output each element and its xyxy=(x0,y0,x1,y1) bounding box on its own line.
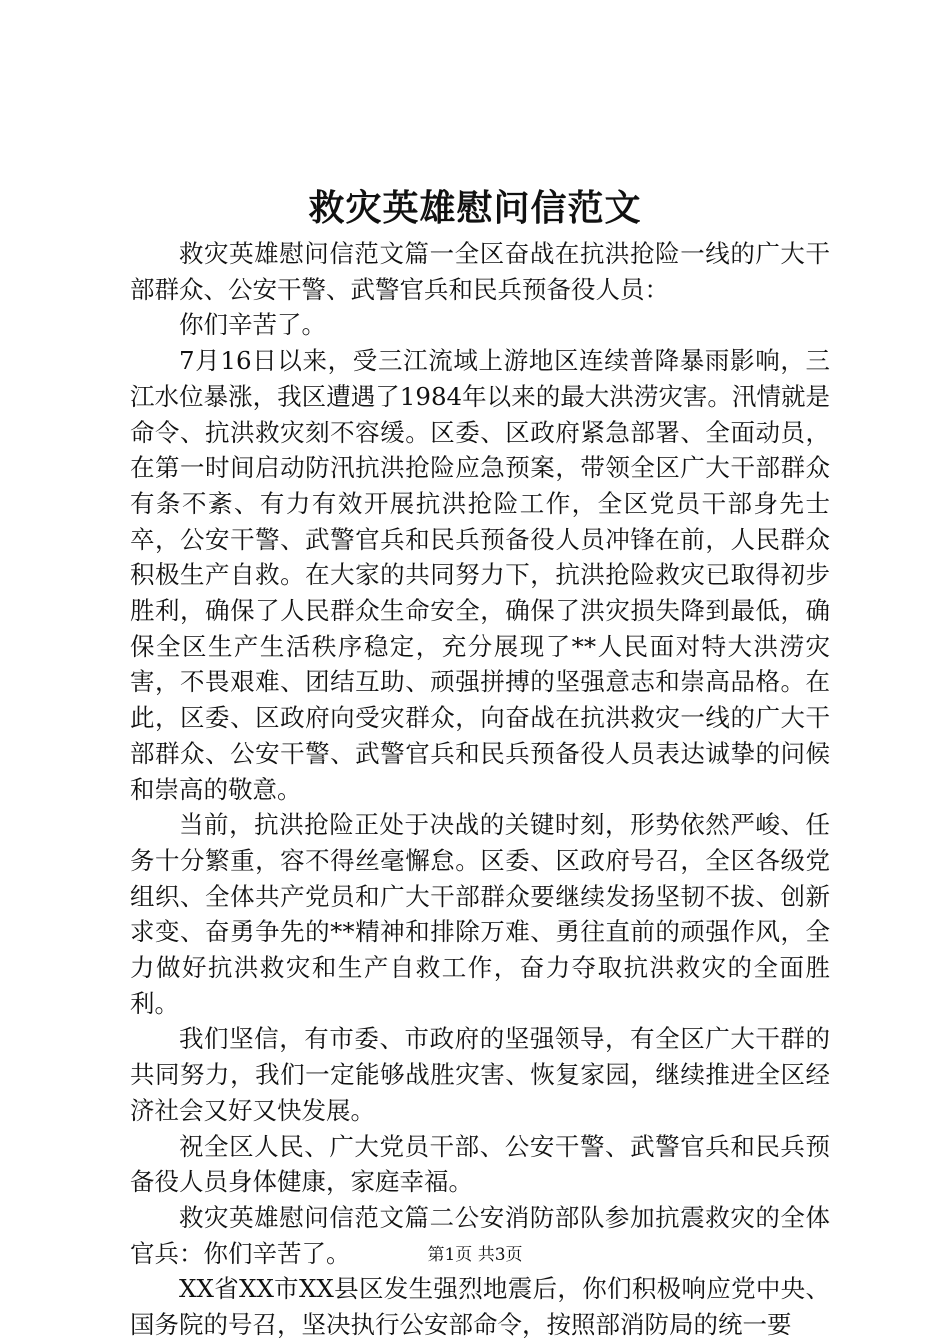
paragraph-6: 祝全区人民、广大党员干部、公安干警、武警官兵和民兵预备役人员身体健康，家庭幸福。 xyxy=(130,1131,830,1197)
paragraph-4: 当前，抗洪抢险正处于决战的关键时刻，形势依然严峻、任务十分繁重，容不得丝毫懈怠。区委、区政府号召，全区各级党组织、全体共产党员和广大干部群众要继续发扬坚韧不拔、创新求变、奋勇争先的**精神和排除万难、勇往直前的顽强作风，全力做好抗洪救灾和生产自救工作，奋力夺取抗洪救灾的全面胜利。 xyxy=(130,810,830,1018)
paragraph-7: 救灾英雄慰问信范文篇二公安消防部队参加抗震救灾的全体官兵：你们辛苦了。 xyxy=(130,1202,830,1268)
document-title: 救灾英雄慰问信范文 xyxy=(308,187,642,229)
paragraph-1: 救灾英雄慰问信范文篇一全区奋战在抗洪抢险一线的广大干部群众、公安干警、武警官兵和民兵预备役人员： xyxy=(130,239,830,304)
page-number-footer: 第1页 共3页 xyxy=(427,1245,523,1265)
paragraph-5: 我们坚信，有市委、市政府的坚强领导，有全区广大干群的共同努力，我们一定能够战胜灾害、恢复家园，继续推进全区经济社会又好又快发展。 xyxy=(130,1024,830,1125)
paragraph-3: 7月16日以来，受三江流域上游地区连续普降暴雨影响，三江水位暴涨，我区遭遇了1984年以来的最大洪涝灾害。汛情就是命令、抗洪救灾刻不容缓。区委、区政府紧急部署、全面动员，在第一时间启动防汛抗洪抢险应急预案，带领全区广大干部群众有条不紊、有力有效开展抗洪抢险工作，全区党员干部身先士卒，公安干警、武警官兵和民兵预备役人员冲锋在前，人民群众积极生产自救。在大家的共同努力下，抗洪抢险救灾已取得初步胜利，确保了人民群众生命安全，确保了洪灾损失降到最低，确保全区生产生活秩序稳定，充分展现了**人民面对特大洪涝灾害，不畏艰难、团结互助、顽强拼搏的坚强意志和崇高品格。在此，区委、区政府向受灾群众，向奋战在抗洪救灾一线的广大干部群众、公安干警、武警官兵和民兵预备役人员表达诚挚的问候和崇高的敬意。 xyxy=(130,346,830,804)
paragraph-8: XX省XX市XX县区发生强烈地震后，你们积极响应党中央、国务院的号召，坚决执行公安部命令，按照部消防局的统一要 xyxy=(130,1274,830,1340)
paragraph-2: 你们辛苦了。 xyxy=(179,310,326,340)
document-body xyxy=(130,236,830,1343)
